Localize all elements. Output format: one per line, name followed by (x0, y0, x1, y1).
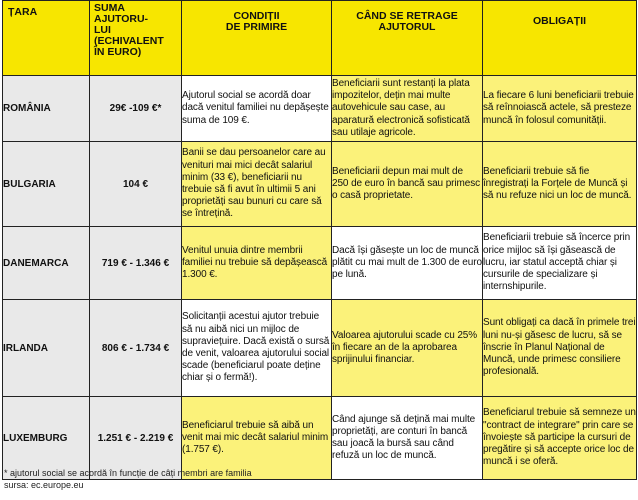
withdrawal-cell: Când ajunge să dețină mai multe proprietăți, are conturi în bancă sau joacă la bursă sau când refuză un loc de muncă. (332, 397, 483, 480)
table-row (3, 76, 637, 142)
obligations-cell: Beneficiarii trebuie să fie înregistrați la Forțele de Muncă și să nu refuze nici un loc de muncă. (483, 142, 637, 227)
header-conditions: CONDIȚII DE PRIMIRE (182, 1, 332, 76)
amount-cell: 719 € - 1.346 € (90, 227, 182, 300)
footnote (4, 467, 252, 491)
obligations-cell: Sunt obligați ca dacă în primele trei luni nu-și găsesc de lucru, să se înscrie în Planul Național de Muncă, unde primesc consiliere profesională. (483, 300, 637, 397)
conditions-cell: Solicitanții acestui ajutor trebuie să nu aibă nici un mijloc de supraviețuire. Dacă există o sursă de venit, valoarea ajutorului social scade (beneficiarul poate deține chiar și o fermă!). (182, 300, 332, 397)
conditions-cell: Ajutorul social se acordă doar dacă venitul familiei nu depășește suma de 109 €. (182, 76, 332, 142)
withdrawal-cell: Dacă își găsește un loc de muncă plătit cu mai mult de 1.300 de euro pe lună. (332, 227, 483, 300)
social-aid-table (2, 0, 637, 480)
header-row (3, 1, 637, 76)
country-cell: BULGARIA (3, 142, 90, 227)
header-amount: SUMA AJUTORU- LUI (ECHIVALENT ÎN EURO) (90, 1, 182, 76)
amount-cell: 806 € - 1.734 € (90, 300, 182, 397)
country-cell: LUXEMBURG (3, 397, 90, 480)
country-cell: ROMÂNIA (3, 76, 90, 142)
obligations-cell: La fiecare 6 luni beneficiarii trebuie să reînnoiască actele, să presteze muncă în folosul comunității. (483, 76, 637, 142)
header-withdrawal: CÂND SE RETRAGE AJUTORUL (332, 1, 483, 76)
country-cell: IRLANDA (3, 300, 90, 397)
table-row (3, 227, 637, 300)
withdrawal-cell: Valoarea ajutorului scade cu 25% în fiecare an de la aprobarea sprijinului financiar. (332, 300, 483, 397)
amount-cell: 29€ -109 €* (90, 76, 182, 142)
header-obligations: OBLIGAȚII (483, 1, 637, 76)
withdrawal-cell: Beneficiarii depun mai mult de 250 de euro în bancă sau primesc o casă proprietate. (332, 142, 483, 227)
obligations-cell: Beneficiarul trebuie să semneze un "contract de integrare" prin care se învoiește să participe la cursuri de pregătire și să accepte orice loc de muncă i se oferă. (483, 397, 637, 480)
table-row (3, 142, 637, 227)
conditions-cell: Beneficiarul trebuie să aibă un venit mai mic decât salariul minim (1.757 €). (182, 397, 332, 480)
source-text: sursa: ec.europe.eu (4, 480, 84, 490)
withdrawal-cell: Beneficiarii sunt restanți la plata impozitelor, dețin mai multe autovehicule sau case, au aparatură electronică sofisticată sau utilaje agricole. (332, 76, 483, 142)
conditions-cell: Banii se dau persoanelor care au venituri mai mici decât salariul minim (33 €), beneficiarii nu trebuie să fi avut în ultimii 5 ani proprietăți sau bunuri cu care să se întrețină. (182, 142, 332, 227)
amount-cell: 104 € (90, 142, 182, 227)
conditions-cell: Venitul unuia dintre membrii familiei nu trebuie să depășească 1.300 €. (182, 227, 332, 300)
table-row (3, 300, 637, 397)
footnote-text: * ajutorul social se acordă în funcție de câți membri are familia (4, 468, 252, 478)
country-cell: DANEMARCA (3, 227, 90, 300)
header-country: ȚARA (3, 1, 90, 76)
obligations-cell: Beneficiarii trebuie să încerce prin orice mijloc să își găsească de lucru, iar statul acceptă chiar și cursurile de specializare și internshipurile. (483, 227, 637, 300)
amount-cell: 1.251 € - 2.219 € (90, 397, 182, 480)
